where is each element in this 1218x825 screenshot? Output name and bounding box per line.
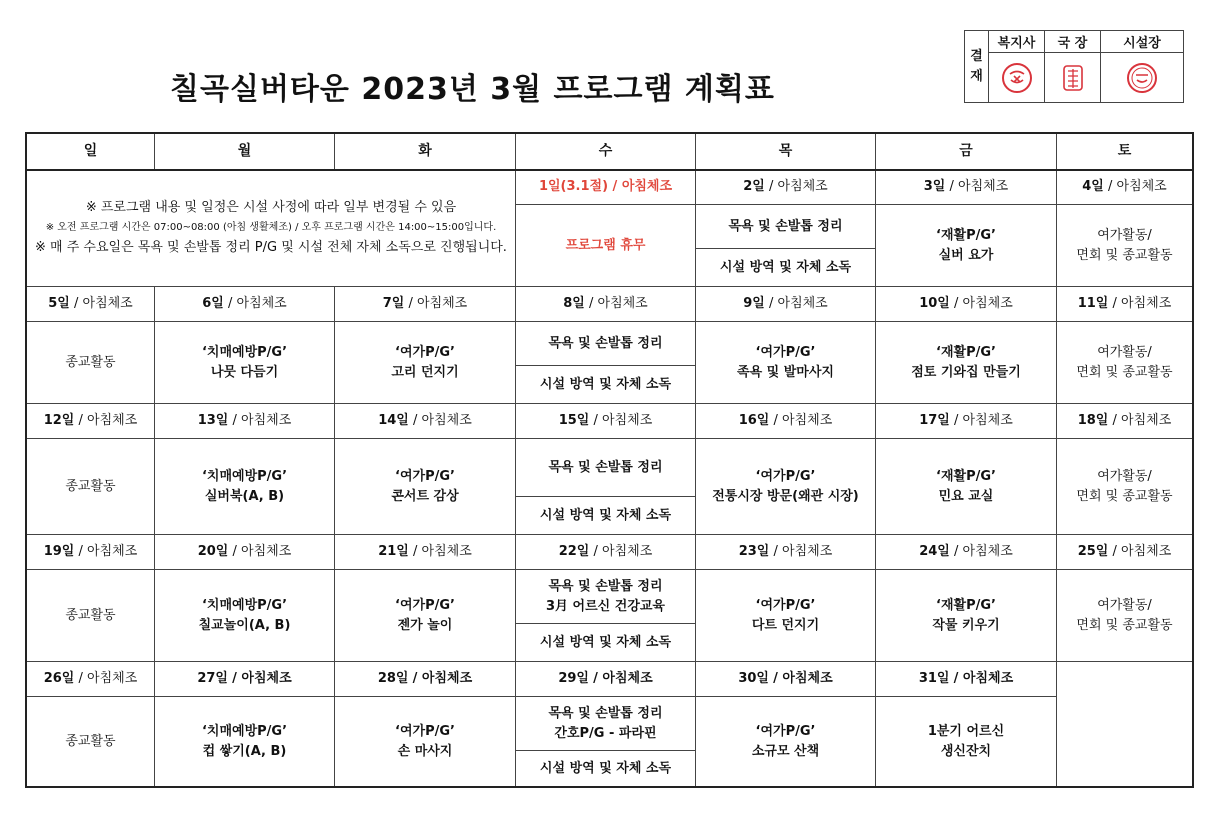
date-cell: 21일 / 아침체조 [335, 535, 516, 570]
week1-date-row [27, 170, 1193, 205]
week4-date-row [27, 535, 1193, 570]
date-cell: 24일 / 아침체조 [876, 535, 1057, 570]
activity-cell: ‘여가P/G’ 손 마사지 [335, 697, 516, 787]
approval-label [965, 31, 989, 102]
disinfection-cell: 시설 방역 및 자체 소독 [516, 497, 696, 535]
seal-stamp-icon [1125, 61, 1159, 95]
weekday-header: 수 [516, 134, 696, 170]
date-cell: 26일 / 아침체조 [27, 662, 155, 697]
date-cell: 22일 / 아침체조 [516, 535, 696, 570]
week3-date-row [27, 404, 1193, 439]
religion-cell: 종교활동 [27, 439, 155, 535]
disinfection-cell: 시설 방역 및 자체 소독 [696, 249, 876, 287]
date-cell: 14일 / 아침체조 [335, 404, 516, 439]
date-cell: 11일 / 아침체조 [1057, 287, 1193, 322]
program-closed-cell: 프로그램 휴무 [516, 205, 696, 287]
seal-stamp-icon [1056, 61, 1090, 95]
approval-box [964, 30, 1184, 103]
disinfection-cell: 시설 방역 및 자체 소독 [516, 366, 696, 404]
week5-activity-row [27, 697, 1193, 751]
date-cell: 7일 / 아침체조 [335, 287, 516, 322]
approval-label-bottom: 재 [970, 68, 983, 84]
bath-nail-cell: 목욕 및 손발톱 정리 [516, 322, 696, 366]
seal-stamp-icon [1000, 61, 1034, 95]
weekday-header: 금 [876, 134, 1057, 170]
activity-cell: 여가활동/ 면회 및 종교활동 [1057, 570, 1193, 662]
week4-activity-row [27, 570, 1193, 624]
activity-cell: 여가활동/ 면회 및 종교활동 [1057, 205, 1193, 287]
activity-cell: ‘치매예방P/G’ 실버북(A, B) [155, 439, 335, 535]
activity-cell: ‘여가P/G’ 고리 던지기 [335, 322, 516, 404]
approval-col-director [1045, 31, 1101, 102]
date-cell: 18일 / 아침체조 [1057, 404, 1193, 439]
bath-nail-cell: 목욕 및 손발톱 정리 [696, 205, 876, 249]
date-cell: 27일 / 아침체조 [155, 662, 335, 697]
date-cell: 13일 / 아침체조 [155, 404, 335, 439]
weekday-header: 월 [155, 134, 335, 170]
date-cell: 2일 / 아침체조 [696, 170, 876, 205]
disinfection-cell: 시설 방역 및 자체 소독 [516, 751, 696, 787]
activity-cell: ‘여가P/G’ 젠가 놀이 [335, 570, 516, 662]
date-cell: 30일 / 아침체조 [696, 662, 876, 697]
activity-cell: ‘여가P/G’ 콘서트 감상 [335, 439, 516, 535]
weekday-header: 목 [696, 134, 876, 170]
week2-date-row [27, 287, 1193, 322]
weekday-header-row [27, 134, 1193, 170]
activity-cell: ‘재활P/G’ 실버 요가 [876, 205, 1057, 287]
date-cell: 9일 / 아침체조 [696, 287, 876, 322]
date-cell: 4일 / 아침체조 [1057, 170, 1193, 205]
activity-cell: ‘재활P/G’ 작물 키우기 [876, 570, 1057, 662]
date-cell: 15일 / 아침체조 [516, 404, 696, 439]
empty-cell [1057, 662, 1193, 787]
week3-activity-row [27, 439, 1193, 497]
activity-cell: ‘재활P/G’ 점토 기와집 만들기 [876, 322, 1057, 404]
date-cell: 16일 / 아침체조 [696, 404, 876, 439]
disinfection-cell: 시설 방역 및 자체 소독 [516, 624, 696, 662]
date-cell: 8일 / 아침체조 [516, 287, 696, 322]
activity-cell: ‘여가P/G’ 전통시장 방문(왜관 시장) [696, 439, 876, 535]
activity-cell: 여가활동/ 면회 및 종교활동 [1057, 322, 1193, 404]
religion-cell: 종교활동 [27, 322, 155, 404]
date-cell: 29일 / 아침체조 [516, 662, 696, 697]
activity-cell: ‘치매예방P/G’ 칠교놀이(A, B) [155, 570, 335, 662]
date-cell: 10일 / 아침체조 [876, 287, 1057, 322]
weekday-header: 일 [27, 134, 155, 170]
date-cell: 3일 / 아침체조 [876, 170, 1057, 205]
notice-line: ※ 매 주 수요일은 목욕 및 손발톱 정리 P/G 및 시설 전체 자체 소독으로 진행됩니다. [35, 240, 507, 256]
bath-nail-cell: 목욕 및 손발톱 정리 간호P/G - 파라핀 [516, 697, 696, 751]
approval-role-director: 국 장 [1045, 31, 1100, 53]
activity-cell: ‘여가P/G’ 다트 던지기 [696, 570, 876, 662]
date-cell: 12일 / 아침체조 [27, 404, 155, 439]
date-cell: 28일 / 아침체조 [335, 662, 516, 697]
activity-cell: ‘재활P/G’ 민요 교실 [876, 439, 1057, 535]
activity-cell: ‘여가P/G’ 족욕 및 발마사지 [696, 322, 876, 404]
approval-label-top: 결 [970, 48, 983, 64]
bath-nail-cell: 목욕 및 손발톱 정리 [516, 439, 696, 497]
date-cell: 17일 / 아침체조 [876, 404, 1057, 439]
religion-cell: 종교활동 [27, 697, 155, 787]
date-cell: 1일(3.1절) / 아침체조 [516, 170, 696, 205]
date-cell: 19일 / 아침체조 [27, 535, 155, 570]
notice-line: ※ 프로그램 내용 및 일정은 시설 사정에 따라 일부 변경될 수 있음 [85, 200, 457, 216]
date-cell: 20일 / 아침체조 [155, 535, 335, 570]
approval-role-head: 시설장 [1101, 31, 1183, 53]
activity-cell: 여가활동/ 면회 및 종교활동 [1057, 439, 1193, 535]
approval-col-head [1101, 31, 1183, 102]
bath-nail-cell: 목욕 및 손발톱 정리 3月 어르신 건강교육 [516, 570, 696, 624]
weekday-header: 토 [1057, 134, 1193, 170]
approval-col-social-worker [989, 31, 1045, 102]
date-cell: 25일 / 아침체조 [1057, 535, 1193, 570]
date-cell: 31일 / 아침체조 [876, 662, 1057, 697]
weekday-header: 화 [335, 134, 516, 170]
date-cell: 6일 / 아침체조 [155, 287, 335, 322]
week5-date-row [27, 662, 1193, 697]
activity-cell: ‘치매예방P/G’ 컵 쌓기(A, B) [155, 697, 335, 787]
notice-cell [27, 170, 516, 287]
activity-cell: ‘여가P/G’ 소규모 산책 [696, 697, 876, 787]
religion-cell: 종교활동 [27, 570, 155, 662]
date-cell: 5일 / 아침체조 [27, 287, 155, 322]
page-title: 칠곡실버타운 2023년 3월 프로그램 계획표 [170, 72, 775, 107]
program-schedule-table [26, 133, 1193, 787]
activity-cell: 1분기 어르신 생신잔치 [876, 697, 1057, 787]
date-cell: 23일 / 아침체조 [696, 535, 876, 570]
week2-activity-row [27, 322, 1193, 366]
notice-line: ※ 오전 프로그램 시간은 07:00~08:00 (아침 생활체조) / 오후 프로그램 시간은 14:00~15:00입니다. [45, 222, 497, 234]
activity-cell: ‘치매예방P/G’ 나뭇 다듬기 [155, 322, 335, 404]
approval-role-social-worker: 복지사 [989, 31, 1044, 53]
